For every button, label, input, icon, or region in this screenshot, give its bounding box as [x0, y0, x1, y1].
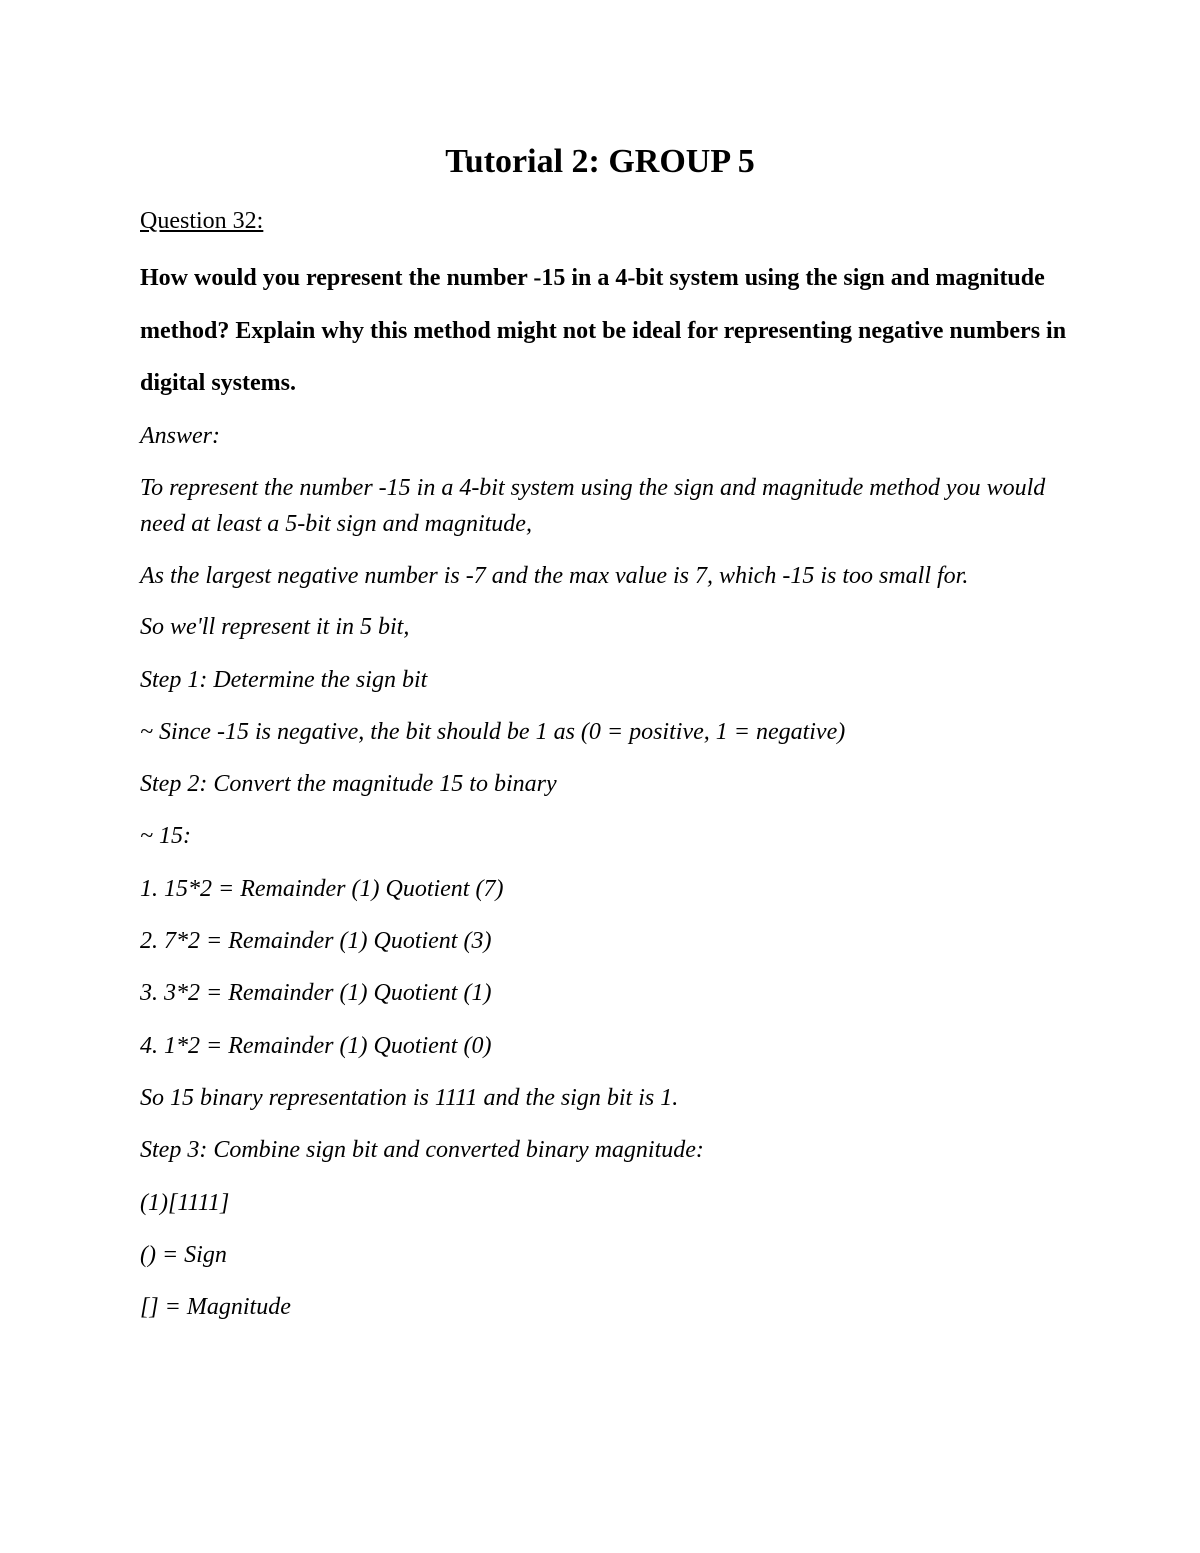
- legend-magnitude: [] = Magnitude: [140, 1294, 291, 1321]
- question-text: How would you represent the number -15 in a 4-bit system using the sign and magnitude method? Explain why this method might not be ideal for representing negative numbers in digital systems.: [140, 265, 1067, 396]
- question-label: Question 32:: [140, 208, 264, 234]
- document-title: Tutorial 2: GROUP 5: [445, 143, 755, 180]
- conversion-step: 1. 15*2 = Remainder (1) Quotient (7): [140, 875, 504, 902]
- answer-label: Answer:: [140, 422, 220, 449]
- result-representation: (1)[1111]: [140, 1189, 230, 1216]
- answer-line: As the largest negative number is -7 and the max value is 7, which -15 is too small for.: [140, 562, 969, 589]
- step-1-heading: Step 1: Determine the sign bit: [140, 666, 428, 693]
- answer-line: So 15 binary representation is 1111 and the sign bit is 1.: [140, 1084, 679, 1111]
- conversion-step: 3. 3*2 = Remainder (1) Quotient (1): [140, 980, 492, 1007]
- conversion-step: 4. 1*2 = Remainder (1) Quotient (0): [140, 1032, 492, 1059]
- conversion-step: 2. 7*2 = Remainder (1) Quotient (3): [140, 928, 492, 955]
- step-2-heading: Step 2: Convert the magnitude 15 to binary: [140, 771, 557, 798]
- legend-sign: () = Sign: [140, 1241, 227, 1268]
- answer-line: To represent the number -15 in a 4-bit system using the sign and magnitude method you would need at least a 5-bit sign and magnitude,: [140, 474, 1046, 538]
- answer-line: So we'll represent it in 5 bit,: [140, 614, 410, 641]
- answer-line: ~ Since -15 is negative, the bit should be 1 as (0 = positive, 1 = negative): [140, 718, 846, 745]
- answer-line: ~ 15:: [140, 823, 191, 850]
- answer-section: [140, 410, 1070, 1334]
- step-3-heading: Step 3: Combine sign bit and converted binary magnitude:: [140, 1137, 704, 1164]
- document-body: [140, 204, 1070, 1333]
